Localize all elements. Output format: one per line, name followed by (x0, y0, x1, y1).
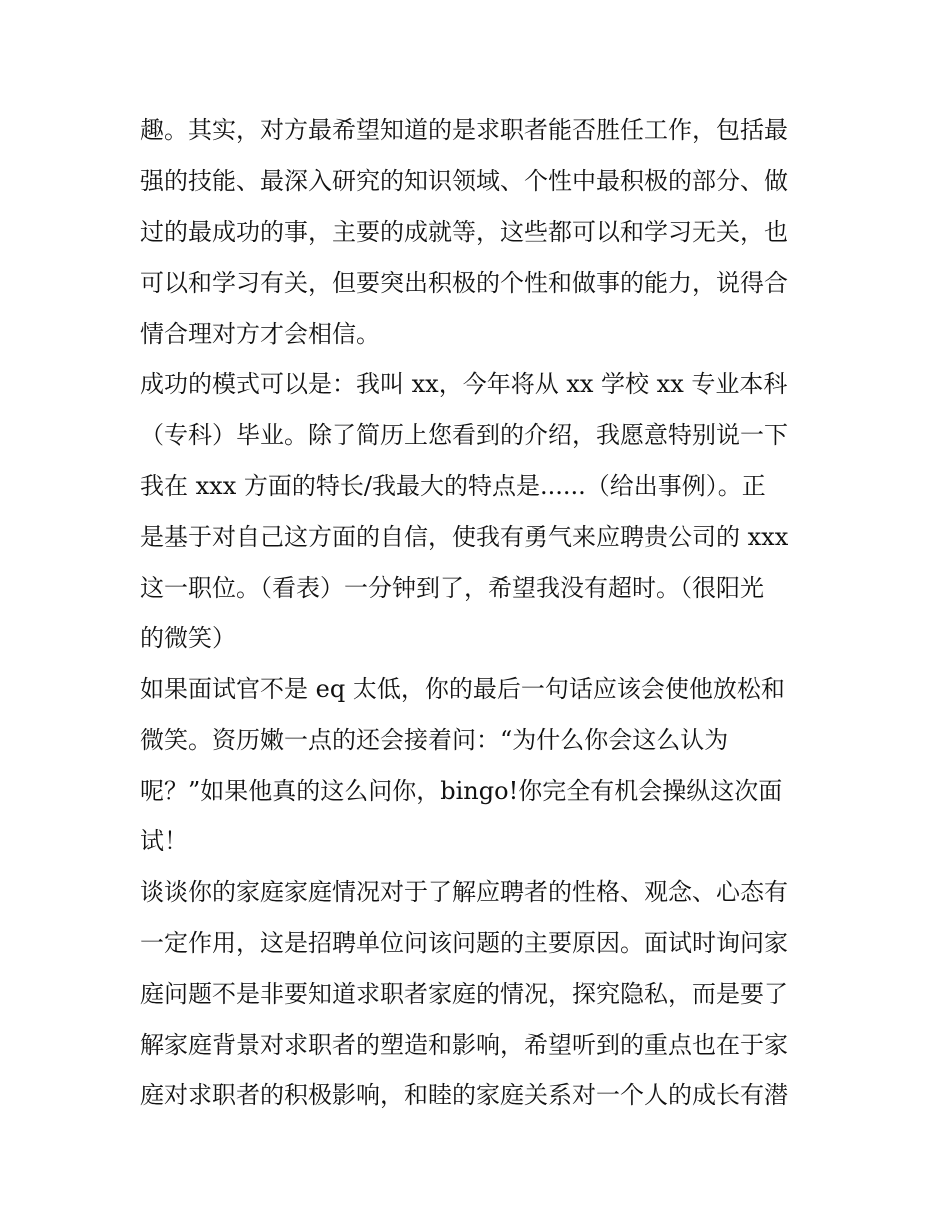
text-line: 趣。其实，对方最希望知道的是求职者能否胜任工作，包括最 (140, 116, 788, 144)
text-line: 解家庭背景对求职者的塑造和影响，希望听到的重点也在于家 (140, 1031, 788, 1059)
text-line: 是基于对自己这方面的自信，使我有勇气来应聘贵公司的 xxx (140, 523, 789, 551)
text-line: 这一职位。（看表）一分钟到了，希望我没有超时。（很阳光 (140, 574, 764, 602)
text-line: 呢？”如果他真的这么问你，bingo!你完全有机会操纵这次面 (140, 777, 783, 805)
text-line: 强的技能、最深入研究的知识领域、个性中最积极的部分、做 (140, 167, 788, 195)
text-line: 过的最成功的事，主要的成就等，这些都可以和学习无关，也 (140, 218, 788, 246)
text-line: 情合理对方才会相信。 (140, 320, 380, 348)
text-line: 的微笑） (140, 624, 236, 652)
text-line: 可以和学习有关，但要突出积极的个性和做事的能力，说得合 (140, 269, 788, 297)
text-line: 一定作用，这是招聘单位问该问题的主要原因。面试时询问家 (140, 929, 788, 957)
text-line: 谈谈你的家庭家庭情况对于了解应聘者的性格、观念、心态有 (140, 878, 788, 906)
text-line: 微笑。资历嫩一点的还会接着问：“为什么你会这么认为 (140, 726, 729, 754)
text-line: 成功的模式可以是：我叫 xx，今年将从 xx 学校 xx 专业本科 (140, 370, 788, 398)
text-line: 如果面试官不是 eq 太低，你的最后一句话应该会使他放松和 (140, 675, 785, 703)
text-line: 我在 xxx 方面的特长/我最大的特点是......（给出事例）。正 (140, 472, 766, 500)
text-line: （专科）毕业。除了简历上您看到的介绍，我愿意特别说一下 (140, 421, 788, 449)
text-line: 庭对求职者的积极影响，和睦的家庭关系对一个人的成长有潜 (140, 1081, 788, 1109)
text-line: 试！ (140, 827, 188, 855)
text-line: 庭问题不是非要知道求职者家庭的情况，探究隐私，而是要了 (140, 980, 788, 1008)
